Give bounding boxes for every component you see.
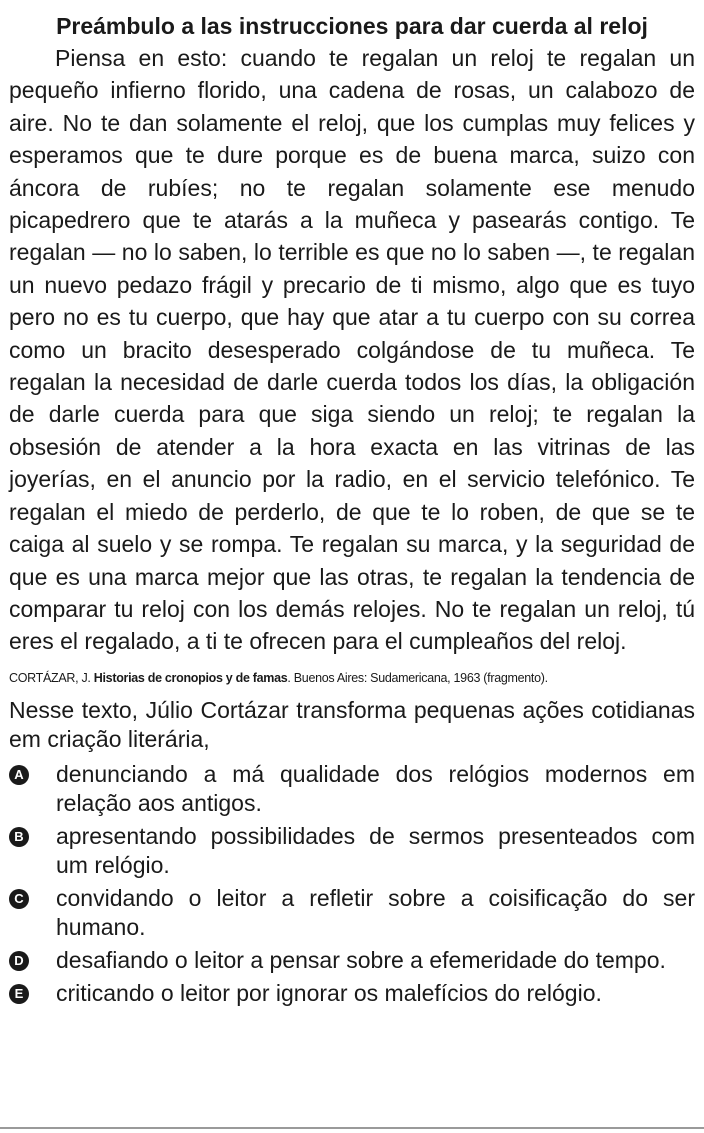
option-a-letter-badge: A (9, 765, 29, 785)
exam-page (9, 10, 695, 1012)
option-e[interactable] (9, 979, 695, 1008)
citation-author: CORTÁZAR, J. (9, 670, 94, 685)
option-c-text: convidando o leitor a refletir sobre a coisificação do ser humano. (56, 884, 695, 940)
option-c-letter-badge: C (9, 889, 29, 909)
passage-text: Piensa en esto: cuando te regalan un reloj te regalan un pequeño infierno florido, una cadena de rosas, un calabozo de aire. No te dan solamente el reloj, que los cumplas muy felices y esperamos que te dure porque es de buena marca, suizo con áncora de rubíes; no te regalan solamente ese menudo picapedrero que te atarás a la muñeca y pasearás contigo. Te regalan — no lo saben, lo terrible es que no lo saben —, te regalan un nuevo pedazo frágil y precario de ti mismo, algo que es tuyo pero no es tu cuerpo, que hay que atar a tu cuerpo con su correa como un bracito desesperado colgándose de tu muñeca. Te regalan la necesidad de darle cuerda todos los días, la obligación de darle cuerda para que siga siendo un reloj; te regalan la obsesión de atender a la hora exacta en las vitrinas de las joyerías, en el anuncio por la radio, en el servicio telefónico. Te regalan el miedo de perderlo, de que te lo roben, de que se te caiga al suelo y se rompa. Te regalan su marca, y la seguridad de que es una marca mejor que las otras, te regalan la tendencia de comparar tu reloj con los demás relojes. No te regalan un reloj, tú eres el regalado, a ti te ofrecen para el cumpleaños del reloj. (9, 45, 695, 655)
citation-publisher: . Buenos Aires: Sudamericana, 1963 (fragmento). (287, 670, 548, 685)
passage-title: Preámbulo a las instrucciones para dar cuerda al reloj (56, 13, 648, 39)
question-stem: Nesse texto, Júlio Cortázar transforma pequenas ações cotidianas em criação literária, (9, 696, 695, 752)
option-d-letter-badge: D (9, 951, 29, 971)
source-citation (9, 668, 695, 688)
option-d[interactable] (9, 946, 695, 975)
option-b[interactable] (9, 822, 695, 880)
citation-work: Historias de cronopios y de famas (93, 670, 288, 685)
option-b-text: apresentando possibilidades de sermos presenteados com um relógio. (56, 822, 695, 878)
answer-options (9, 760, 695, 1008)
option-e-text: criticando o leitor por ignorar os malefícios do relógio. (56, 979, 602, 1006)
option-a-text: denunciando a má qualidade dos relógios modernos em relação aos antigos. (56, 760, 695, 816)
option-d-text: desafiando o leitor a pensar sobre a efemeridade do tempo. (56, 946, 666, 973)
option-e-letter-badge: E (9, 984, 29, 1004)
option-c[interactable] (9, 884, 695, 942)
option-b-letter-badge: B (9, 827, 29, 847)
option-a[interactable] (9, 760, 695, 818)
bottom-divider (0, 1127, 704, 1129)
